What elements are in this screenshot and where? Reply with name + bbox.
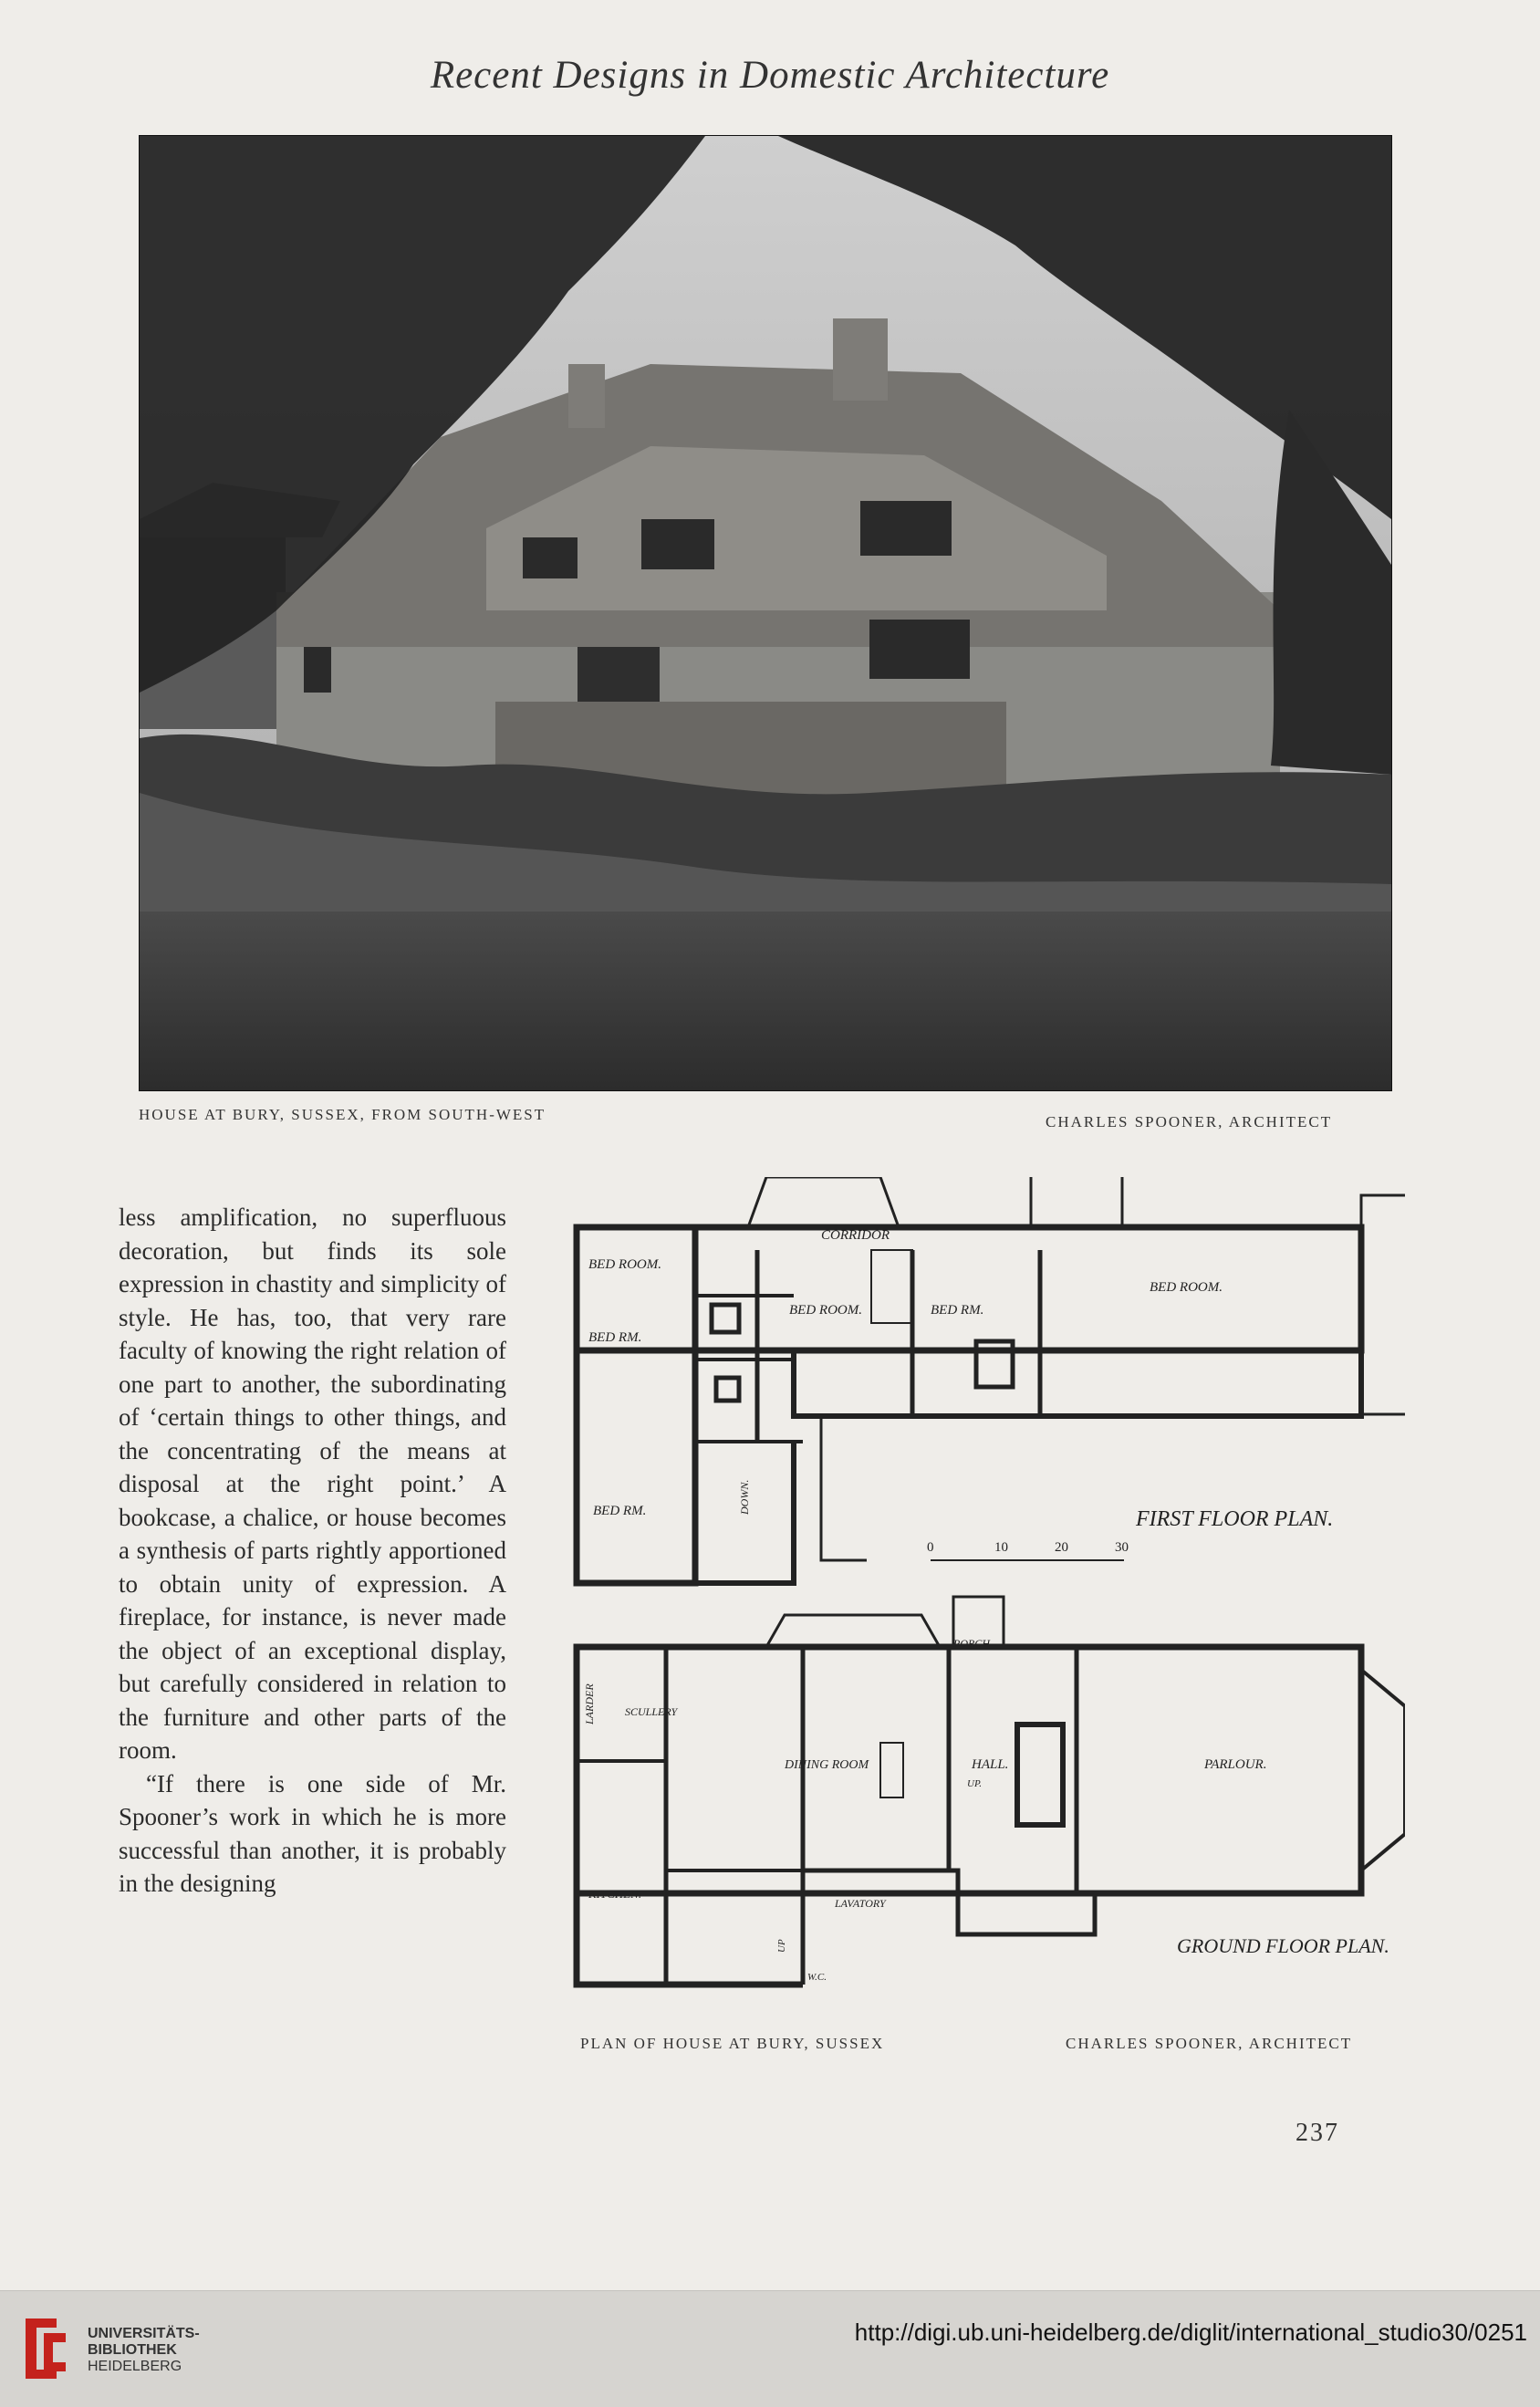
plan-label: PORCH [953,1637,990,1650]
ground-floor-plan [577,1597,1405,1985]
running-header: Recent Designs in Domestic Architecture [430,54,1110,97]
plan-label: BED RM. [588,1330,642,1345]
paragraph: “If there is one side of Mr. Spooner’s work in which he is more successful than another, it is probably in the designing [119,1769,506,1897]
plan-label: BED RM. [593,1504,647,1518]
plan-label: LAVATORY [835,1897,886,1910]
plan-label: BED RM. [931,1303,984,1318]
paragraph: less amplification, no superfluous decoration, but finds its sole expression in chastity and simplicity of style. He has, too, that very rare faculty of knowing the right relation of one part to another, the subordinating of ‘certain things to other things, and the concentrating of the means at disposal at the right point.’ A bookcase, a chalice, or house becomes a synthesis of parts rightly apportioned to obtain unity of expression. A fireplace, for instance, is never made the object of an exceptional display, but carefully considered in relation to the furniture and other parts of the room. [119,1204,506,1764]
page-number: 237 [1295,2119,1339,2147]
library-name-line: HEIDELBERG [88,2359,182,2374]
house-photo-image [140,136,1391,1090]
plan-label: SCULLERY [625,1705,678,1718]
photo-caption-architect: CHARLES SPOONER, ARCHITECT [1046,1113,1333,1131]
plan-label: DINING ROOM [785,1758,869,1772]
library-logo-icon [16,2311,75,2384]
plan-caption-architect: CHARLES SPOONER, ARCHITECT [1066,2035,1353,2052]
plan-label: BED ROOM. [588,1257,661,1272]
floor-plans [566,1177,1405,2016]
library-name [88,2326,200,2375]
plan-label: UP. [967,1778,982,1789]
plan-label: UP [776,1939,787,1953]
plan-label: PARLOUR. [1204,1757,1267,1772]
plan-label: DOWN. [738,1479,751,1515]
first-floor-title: FIRST FLOOR PLAN. [1136,1507,1334,1531]
scale-bar [927,1540,1129,1560]
scale-tick: 10 [994,1540,1008,1555]
house-photograph [139,135,1392,1091]
article-text [119,1201,506,1901]
plan-label: BED ROOM. [789,1303,862,1318]
scale-tick: 0 [927,1540,934,1555]
source-url-link[interactable]: http://digi.ub.uni-heidelberg.de/diglit/international_studio30/0251 [854,2318,1527,2346]
photo-caption-title: HOUSE AT BURY, SUSSEX, FROM SOUTH-WEST [139,1106,546,1123]
scale-tick: 20 [1055,1540,1068,1555]
plan-label: CORRIDOR [821,1228,890,1243]
library-name-line: BIBLIOTHEK [88,2342,177,2358]
library-name-line: UNIVERSITÄTS- [88,2326,200,2341]
plan-label: KITCHEN. [588,1887,642,1901]
plan-label: BED ROOM. [1150,1280,1223,1295]
plan-label: HALL. [972,1757,1009,1772]
ground-floor-title: GROUND FLOOR PLAN. [1177,1934,1389,1957]
plan-label: W.C. [807,1972,827,1983]
plan-caption-title: PLAN OF HOUSE AT BURY, SUSSEX [580,2035,885,2052]
library-footer [0,2290,1540,2407]
plan-label: LARDER [583,1683,596,1724]
scale-tick: 30 [1115,1540,1129,1555]
